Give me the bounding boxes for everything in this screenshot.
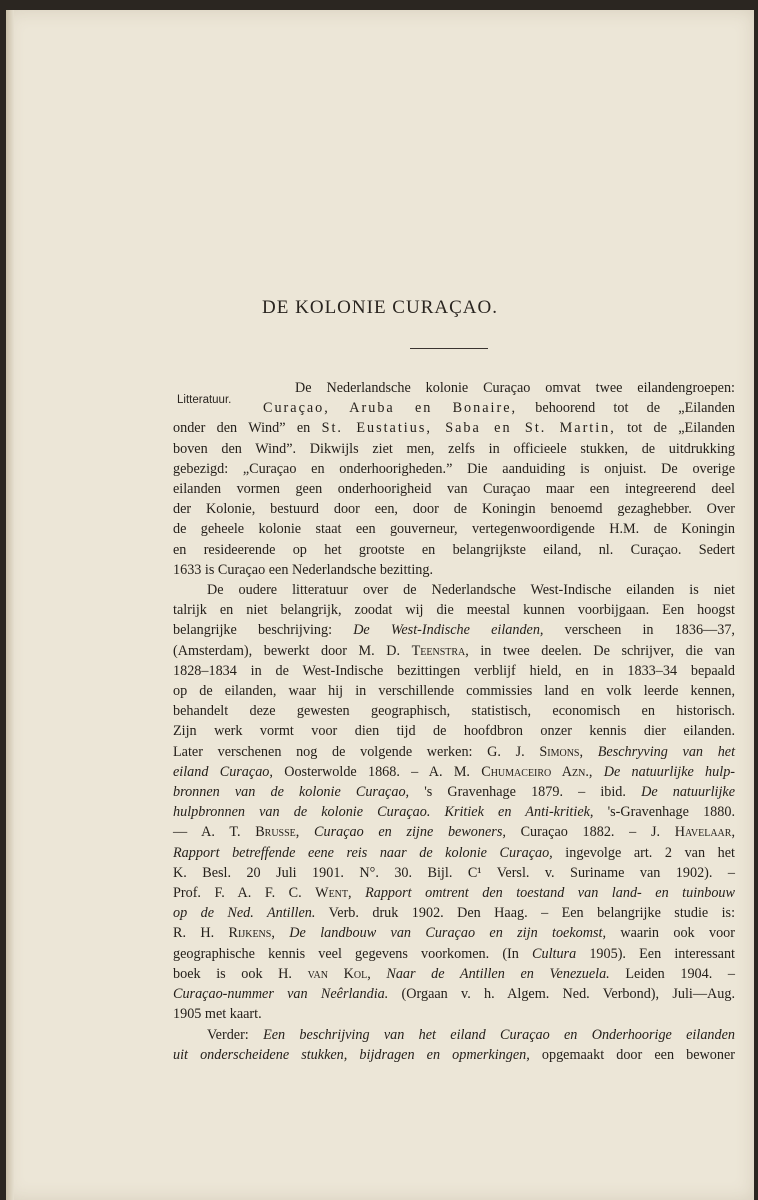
document-page — [6, 10, 754, 1200]
title-divider — [410, 348, 488, 349]
text-line: boven den Wind”. Dikwijls ziet men, zelfs in officieele stukken, de uitdrukking — [173, 440, 735, 457]
text-line: belangrijke beschrijving: De West-Indische eilanden, verscheen in 1836—37, — [173, 622, 735, 639]
text-line: geographische kennis veel gegevens voorkomen. (In Cultura 1905). Een interessant — [173, 945, 735, 962]
body-text — [173, 378, 735, 1065]
text-line: der Kolonie, bestuurd door een, door de Koningin benoemd gezaghebber. Over — [173, 501, 735, 518]
text-line: 1828–1834 in de West-Indische bezittingen verblijf hield, en in 1833–34 bepaald — [173, 662, 735, 679]
text-line: eilanden vormen geen onderhoorigheid van Curaçao maar een integreerend deel — [173, 481, 735, 498]
text-line: Prof. F. A. F. C. Went, Rapport omtrent den toestand van land- en tuinbouw — [173, 885, 735, 902]
text-line: onder den Wind” en St. Eustatius, Saba en St. Martin, tot de „Eilanden — [173, 420, 735, 437]
marginal-note: Litteratuur. — [177, 394, 232, 406]
text-line: Curaçao-nummer van Neêrlandia. (Orgaan v. h. Algem. Ned. Verbond), Juli—Aug. — [173, 986, 736, 1003]
text-line: R. H. Rijkens, De landbouw van Curaçao en zijn toekomst, waarin ook voor — [173, 925, 736, 942]
text-line: De Nederlandsche kolonie Curaçao omvat twee eilandengroepen: — [295, 380, 735, 396]
text-line: 1633 is Curaçao een Nederlandsche bezitting. — [173, 561, 434, 578]
text-line: talrijk en niet belangrijk, zoodat wij die meestal kunnen voorbijgaan. Een hoogst — [173, 602, 735, 619]
text-line: gebezigd: „Curaçao en onderhoorigheden.” Die aanduiding is onjuist. De overige — [173, 460, 735, 477]
text-line: de geheele kolonie staat een gouverneur, vertegenwoordigende H.M. de Koningin — [173, 521, 735, 538]
text-line: uit onderscheidene stukken, bijdragen en opmerkingen, opgemaakt door een bewoner — [173, 1046, 735, 1063]
text-line: boek is ook H. van Kol, Naar de Antillen en Venezuela. Leiden 1904. – — [173, 965, 736, 982]
text-line: Verder: Een beschrijving van het eiland Curaçao en Onderhoorige eilanden — [207, 1026, 735, 1043]
text-line: Zijn werk vormt voor dien tijd de hoofdbron onzer kennis dier eilanden. — [173, 723, 735, 740]
text-line: hulpbronnen van de kolonie Curaçao. Kritiek en Anti-kritiek, 's-Gravenhage 1880. — [173, 804, 735, 821]
text-line: K. Besl. 20 Juli 1901. N°. 30. Bijl. C¹ Versl. v. Suriname van 1902). – — [173, 864, 735, 881]
text-line: (Amsterdam), bewerkt door M. D. Teenstra, in twee deelen. De schrijver, die van — [173, 642, 736, 659]
text-line: eiland Curaçao, Oosterwolde 1868. – A. M. Chumaceiro Azn., De natuurlijke hulp- — [173, 763, 736, 780]
text-line: bronnen van de kolonie Curaçao, 's Gravenhage 1879. – ibid. De natuurlijke — [173, 784, 735, 801]
text-line: op de eilanden, waar hij in verschillende commissies land en volk leerde kennen, — [173, 683, 735, 700]
text-line: behandelt deze gewesten geographisch, statistisch, economisch en historisch. — [173, 703, 735, 720]
text-line: — A. T. Brusse, Curaçao en zijne bewoners, Curaçao 1882. – J. Havelaar, — [173, 824, 735, 841]
text-line: en resideerende op het grootste en belangrijkste eiland, nl. Curaçao. Sedert — [173, 541, 735, 558]
text-line: 1905 met kaart. — [173, 1006, 262, 1023]
text-line: De oudere litteratuur over de Nederlandsche West-Indische eilanden is niet — [207, 582, 735, 599]
text-line: Rapport betreffende eene reis naar de kolonie Curaçao, ingevolge art. 2 van het — [173, 844, 735, 861]
text-line: op de Ned. Antillen. Verb. druk 1902. Den Haag. – Een belangrijke studie is: — [173, 905, 736, 922]
text-line: Later verschenen nog de volgende werken: G. J. Simons, Beschryving van het — [173, 743, 736, 760]
text-line: Curaçao, Aruba en Bonaire, behoorend tot de „Eilanden — [263, 400, 735, 417]
page-title: DE KOLONIE CURAÇAO. — [262, 297, 498, 318]
